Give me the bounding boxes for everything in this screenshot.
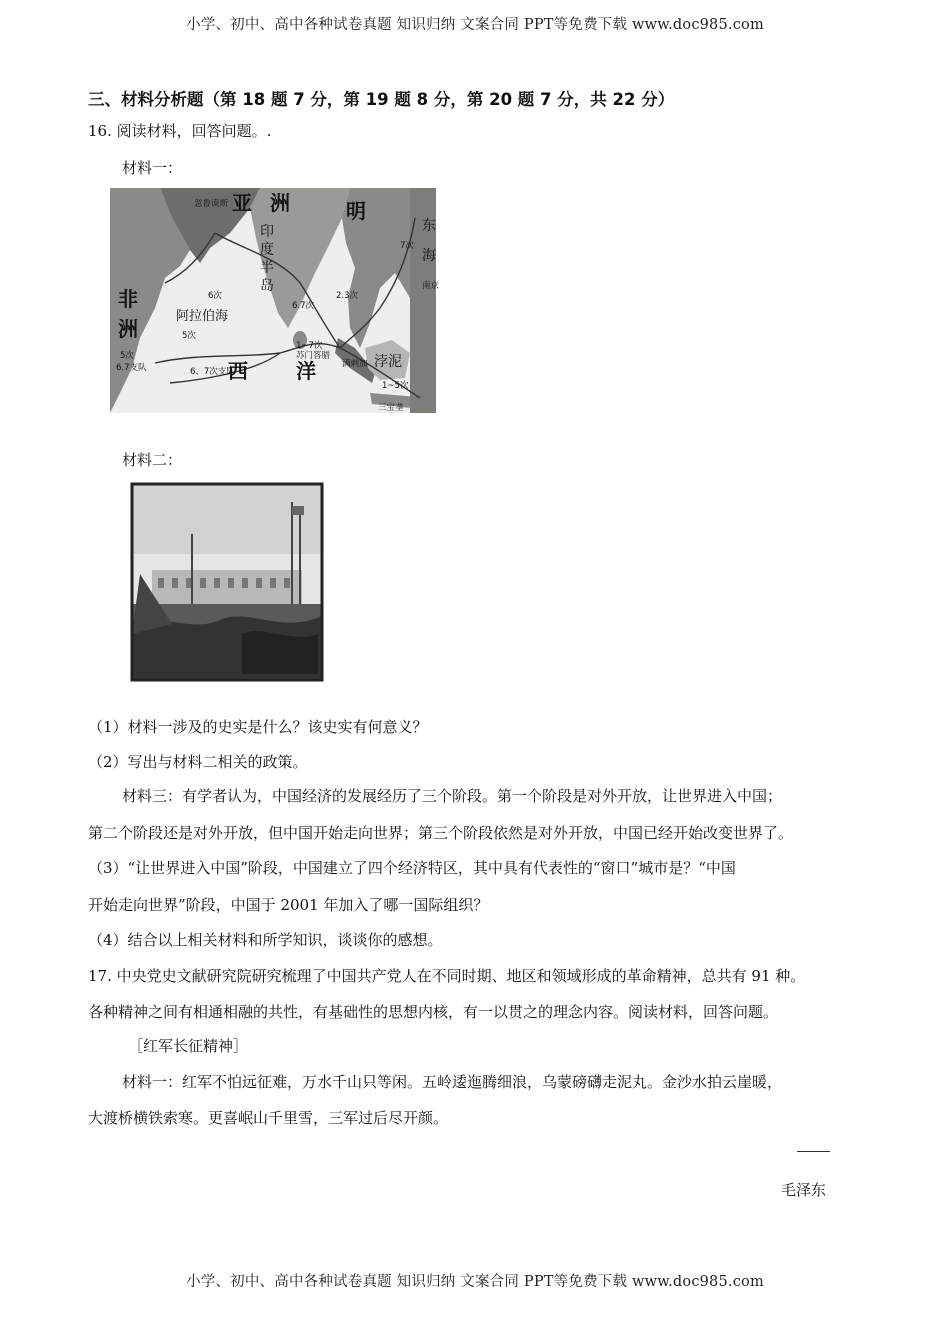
poem-author: 毛泽东 bbox=[781, 1181, 827, 1199]
map-label-hai: 海 bbox=[422, 248, 436, 264]
map-label-ming: 明 bbox=[346, 199, 366, 223]
signature-dash bbox=[797, 1151, 830, 1152]
page-header: 小学、初中、高中各种试卷真题 知识归纳 文案合同 PPT等免费下载 www.doc985.com bbox=[186, 17, 764, 33]
map-label-fleet-11: 7次 bbox=[400, 241, 414, 251]
map-label-fleet-3: 6、7次支队 bbox=[190, 367, 235, 377]
map-label-fleet-10: 6.7次 bbox=[292, 301, 315, 311]
zheng-he-voyage-map bbox=[110, 188, 440, 413]
q16-sub3-line2: 开始走向世界”阶段，中国于 2001 年加入了哪一国际组织？ bbox=[88, 896, 489, 914]
q16-sub4: （4）结合以上相关材料和所学知识，谈谈你的感想。 bbox=[88, 931, 443, 949]
map-label-africa-1: 非 bbox=[118, 287, 138, 311]
map-label-arabian-sea: 阿拉伯海 bbox=[176, 309, 229, 324]
harbor-photo bbox=[132, 484, 322, 680]
spirit-title: ［红军长征精神］ bbox=[128, 1037, 249, 1055]
map-label-fleet-6: 1~5次 bbox=[382, 381, 409, 391]
map-label-asia: 亚 bbox=[232, 191, 252, 215]
section-title: 三、材料分析题（第 18 题 7 分，第 19 题 8 分，第 20 题 7 分，共 22 分） bbox=[88, 90, 675, 109]
material-three-line2: 第二个阶段还是对外开放，但中国开始走向世界；第三个阶段依然是对外开放，中国已经开始改变世界了。 bbox=[88, 824, 794, 842]
page-footer: 小学、初中、高中各种试卷真题 知识归纳 文案合同 PPT等免费下载 www.doc985.com bbox=[186, 1274, 764, 1290]
map-label-africa-2: 洲 bbox=[118, 317, 138, 341]
map-label-fleet-2: 6.7支队 bbox=[116, 363, 147, 373]
map-label-west-1: 西 bbox=[228, 359, 248, 383]
q16-sub2: （2）写出与材料二相关的政策。 bbox=[88, 753, 308, 771]
q16-stem: 16. 阅读材料，回答问题。. bbox=[88, 122, 272, 140]
map-label-hormuz: 忽鲁谟斯 bbox=[194, 199, 229, 209]
map-label-bonei: 浡泥 bbox=[374, 354, 402, 370]
q17-material-one-line2: 大渡桥横铁索寒。更喜岷山千里雪，三军过后尽开颜。 bbox=[88, 1109, 449, 1127]
map-label-malacca: 满剌加 bbox=[342, 359, 368, 369]
map-label-india-1: 印 bbox=[260, 224, 274, 240]
q16-sub3-line1: （3）“让世界进入中国”阶段，中国建立了四个经济特区，其中具有代表性的“窗口”城市是？“中国 bbox=[88, 859, 736, 877]
map-label-west-2: 洋 bbox=[296, 359, 316, 383]
map-label-fleet-8: 5次 bbox=[182, 331, 196, 341]
map-label-east: 东 bbox=[422, 218, 436, 234]
map-label-zhou: 洲 bbox=[270, 191, 290, 215]
q17-stem-line2: 各种精神之间有相通相融的共性，有基础性的思想内核，有一以贯之的理念内容。阅读材料，回答问题。 bbox=[88, 1003, 779, 1021]
map-label-fleet-9: 三宝垄 bbox=[378, 403, 404, 413]
map-label-fleet-1: 5次 bbox=[120, 351, 134, 361]
map-label-sumatra: 苏门答腊 bbox=[296, 351, 331, 361]
map-label-nanjing: 南京 bbox=[422, 281, 440, 291]
material-two-label: 材料二： bbox=[122, 451, 183, 469]
map-label-india-2: 度 bbox=[260, 242, 274, 258]
map-label-fleet-7: 6次 bbox=[208, 291, 222, 301]
q17-stem-line1: 17. 中央党史文献研究院研究梳理了中国共产党人在不同时期、地区和领域形成的革命精神，总共有 91 种。 bbox=[88, 967, 806, 985]
material-one-label: 材料一： bbox=[122, 159, 183, 177]
map-label-india-3: 半 bbox=[260, 260, 274, 276]
map-label-fleet-5: 2.3次 bbox=[336, 291, 359, 301]
map-label-india-4: 岛 bbox=[260, 278, 274, 294]
q16-sub1: （1）材料一涉及的史实是什么？该史实有何意义？ bbox=[88, 718, 428, 736]
material-three-line1: 材料三：有学者认为，中国经济的发展经历了三个阶段。第一个阶段是对外开放，让世界进入中国； bbox=[122, 787, 783, 805]
q17-material-one-line1: 材料一：红军不怕远征难，万水千山只等闲。五岭逶迤腾细浪，乌蒙磅礴走泥丸。金沙水拍云崖暖， bbox=[122, 1073, 783, 1091]
map-label-fleet-4: 1~7次 bbox=[296, 341, 323, 351]
